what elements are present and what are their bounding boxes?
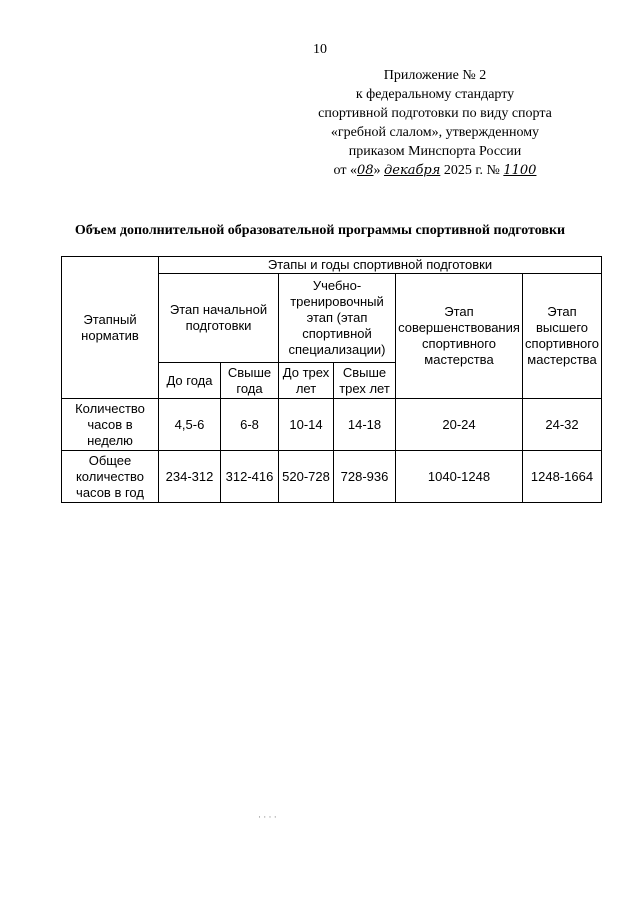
table-row	[62, 399, 602, 451]
header-stage-training: Учебно-тренировочный этап (этап спортивной специализации)	[279, 274, 396, 363]
header-stage-initial: Этап начальной подготовки	[159, 274, 279, 363]
subheader-up-to-three: До трех лет	[279, 363, 334, 399]
document-title: Объем дополнительной образовательной программы спортивной подготовки	[74, 223, 566, 238]
header-group: Этапы и годы спортивной подготовки	[159, 257, 602, 274]
header-stage-improvement: Этап совершенствования спортивного мастерства	[396, 274, 523, 399]
subheader-over-three: Свыше трех лет	[334, 363, 396, 399]
appendix-block	[285, 66, 585, 180]
appendix-line-approved: «гребной слалом», утвержденному	[330, 125, 540, 140]
table-row	[62, 451, 602, 503]
row-label: Общее количество часов в год	[62, 451, 159, 503]
appendix-line-sport: спортивной подготовки по виду спорта	[318, 106, 552, 121]
appendix-line-order: приказом Минспорта России	[348, 144, 522, 159]
date-month: декабря	[384, 163, 441, 178]
date-mid: »	[373, 163, 381, 178]
table-cell: 1248-1664	[523, 451, 602, 503]
header-norm: Этапный норматив	[62, 257, 159, 399]
table-cell: 312-416	[221, 451, 279, 503]
table-cell: 20-24	[396, 399, 523, 451]
appendix-line-standard: к федеральному стандарту	[355, 87, 515, 102]
table-cell: 234-312	[159, 451, 221, 503]
subheader-up-to-year: До года	[159, 363, 221, 399]
date-year: 2025 г. №	[443, 163, 500, 178]
subheader-over-year: Свыше года	[221, 363, 279, 399]
table-cell: 4,5-6	[159, 399, 221, 451]
header-stage-highest: Этап высшего спортивного мастерства	[523, 274, 602, 399]
row-label: Количество часов в неделю	[62, 399, 159, 451]
table-cell: 1040-1248	[396, 451, 523, 503]
date-prefix: от «	[333, 163, 357, 178]
order-number: 1100	[503, 163, 537, 178]
table-cell: 14-18	[334, 399, 396, 451]
table-cell: 728-936	[334, 451, 396, 503]
appendix-date-line	[285, 161, 585, 180]
appendix-title: Приложение № 2	[383, 68, 487, 83]
table-cell: 24-32	[523, 399, 602, 451]
table-cell: 520-728	[279, 451, 334, 503]
date-day: 08	[356, 163, 374, 178]
page-number: 10	[313, 42, 327, 57]
table-cell: 6-8	[221, 399, 279, 451]
hours-table	[61, 256, 602, 503]
table-cell: 10-14	[279, 399, 334, 451]
scan-artifact: · · · ·	[258, 812, 277, 822]
